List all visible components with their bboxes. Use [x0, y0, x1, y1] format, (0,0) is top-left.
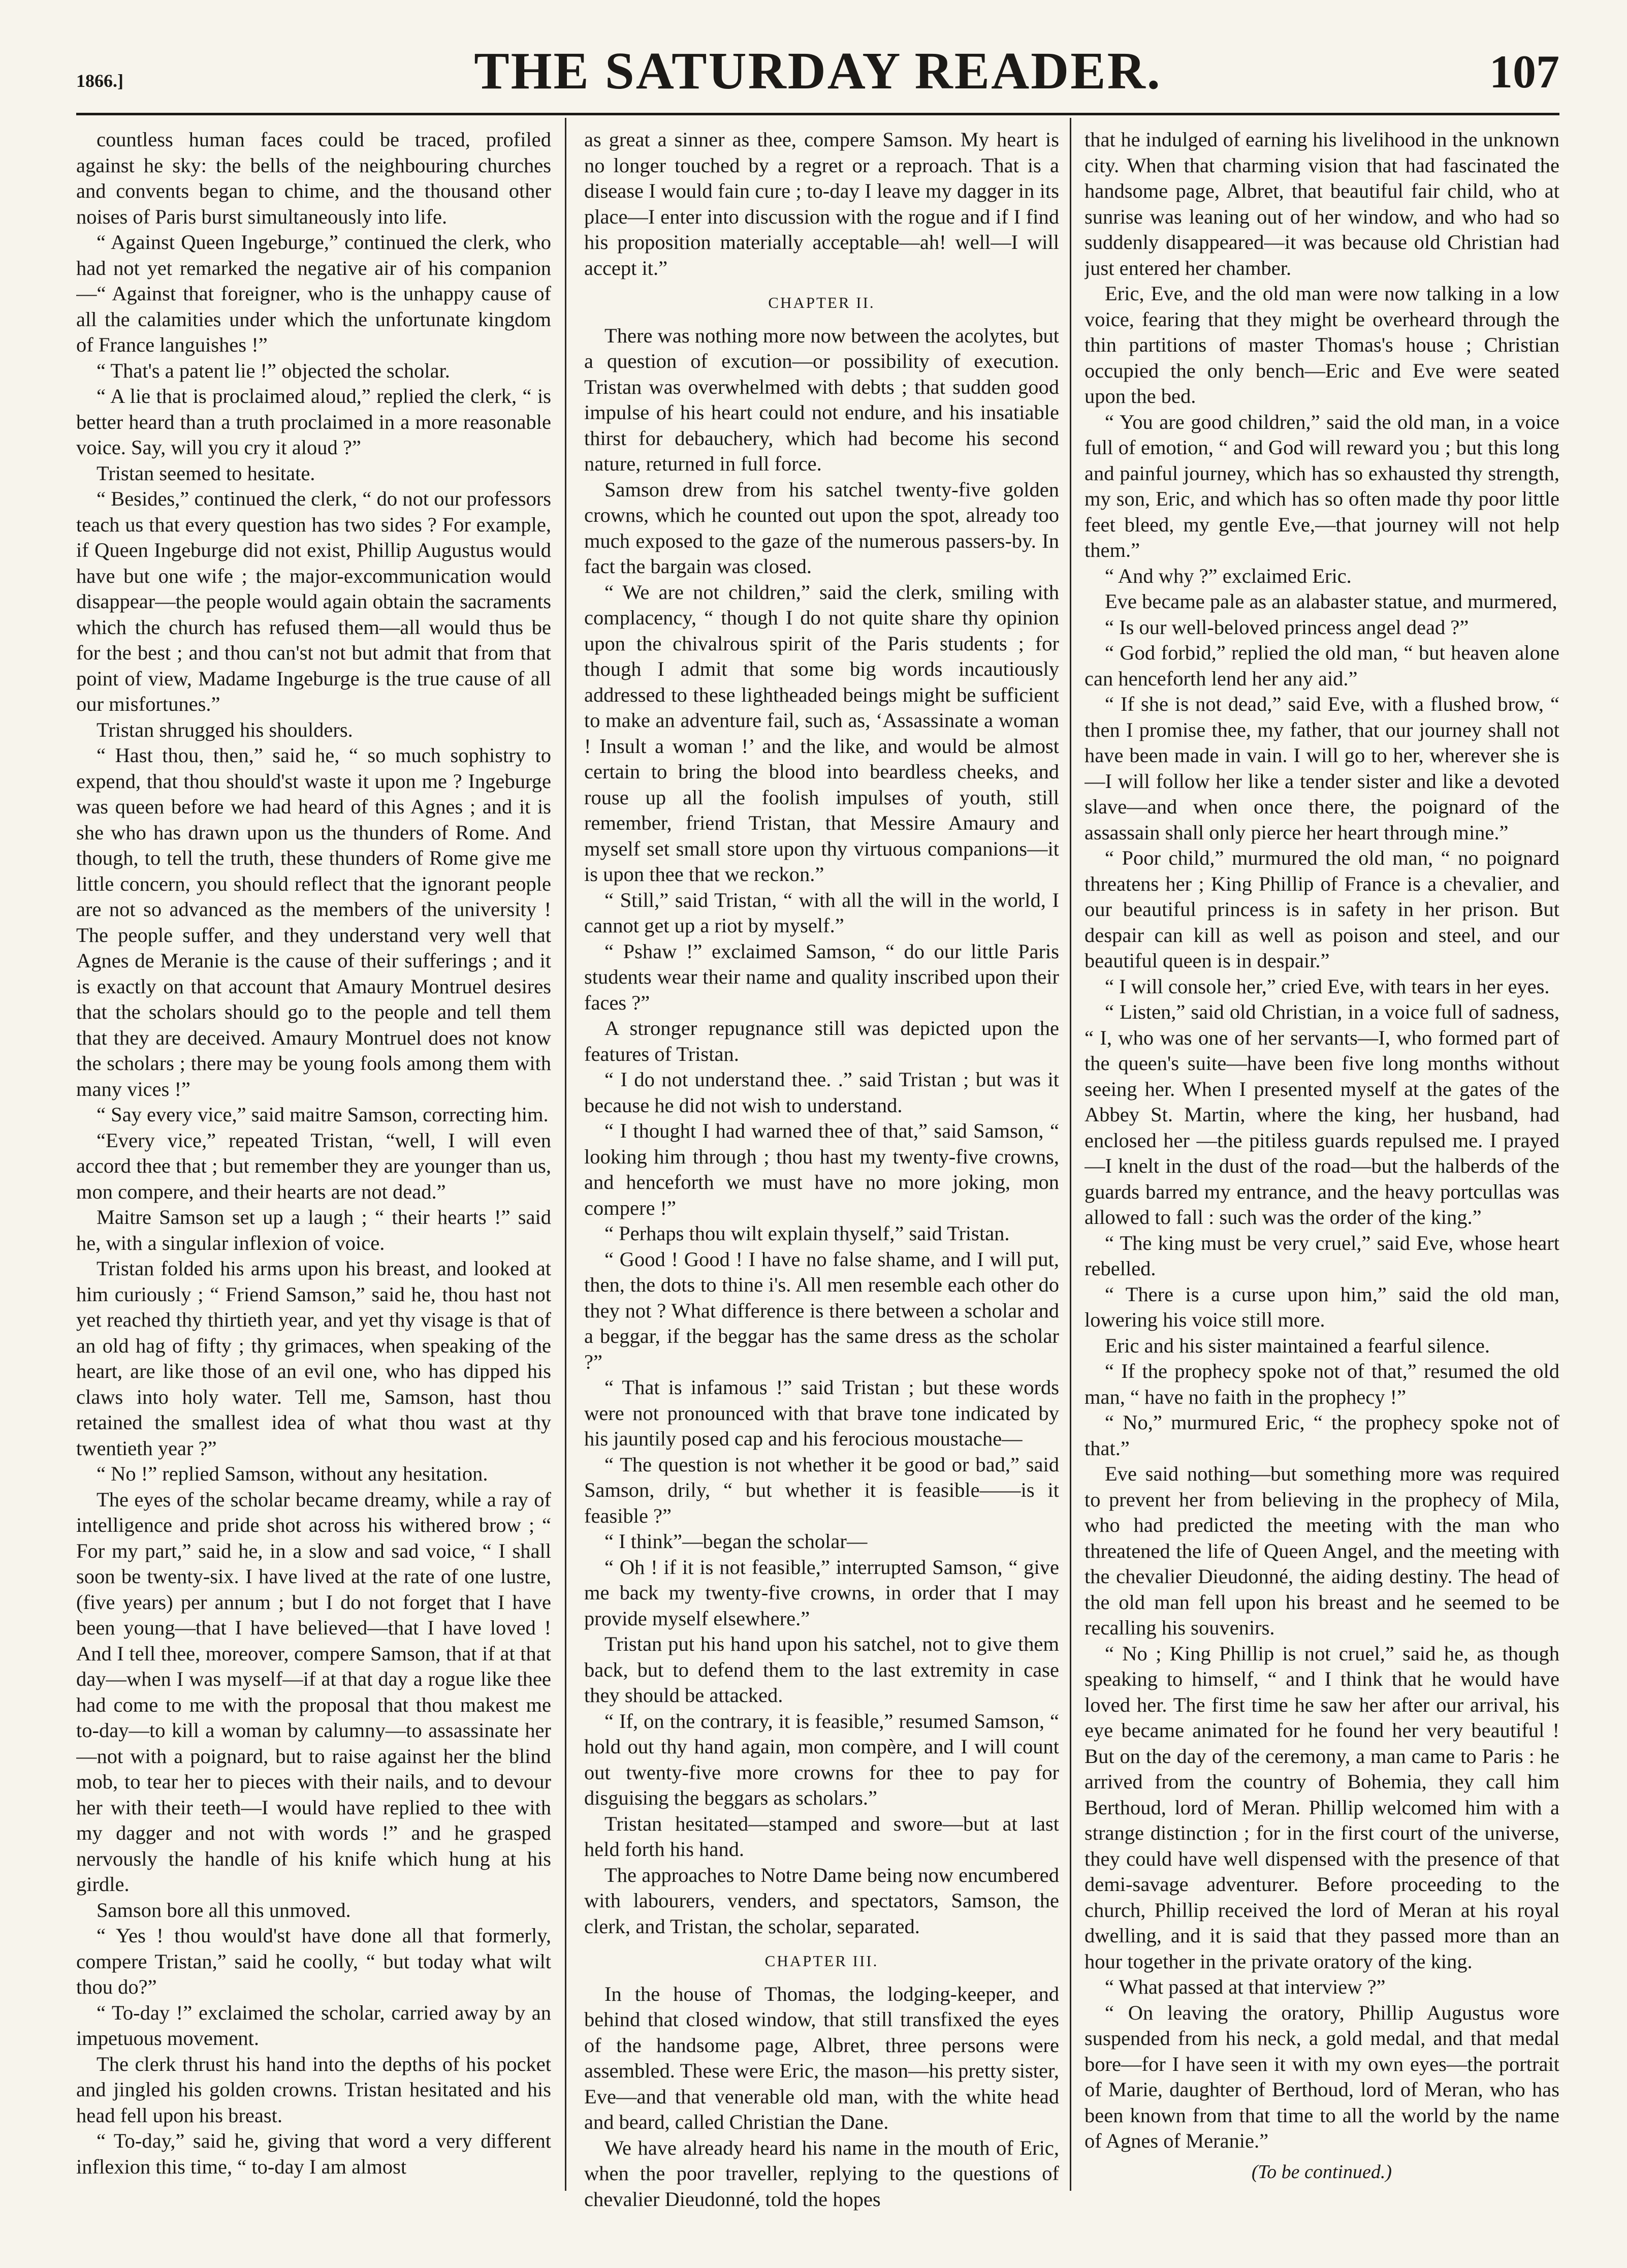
- paragraph: “ A lie that is proclaimed aloud,” replied the clerk, “ is better heard than a truth proclaimed in a more reasonable voice. Say, will you cry it aloud ?”: [76, 385, 551, 459]
- paragraph: “ Say every vice,” said maitre Samson, correcting him.: [97, 1103, 549, 1126]
- paragraph: “ The king must be very cruel,” said Eve, whose heart rebelled.: [1084, 1231, 1559, 1280]
- paragraph: “ No,” murmured Eric, “ the prophecy spoke not of that.”: [1084, 1411, 1559, 1460]
- paragraph: “ No ; King Phillip is not cruel,” said he, as though speaking to himself, “ and I think that he would have loved her. The first time he saw her after our arrival, his eye became animated for he found her very beautiful ! But on the day of the ceremony, a man came to Paris : he arrived from the country of Bohemia, they call him Berthoud, lord of Meran. Phillip welcomed him with a strange distinction ; for in the first court of the universe, they could have well dispensed with the presence of that demi-savage adventurer. Before proceeding to the church, Phillip received the lord of Meran at his royal dwelling, and it is said that they passed more than an hour together in the private oratory of the king.: [1084, 1642, 1559, 1973]
- paragraph: “ What passed at that interview ?”: [1105, 1975, 1386, 1998]
- header-rule: [76, 113, 1559, 115]
- paragraph: “ I think”—began the scholar—: [604, 1530, 868, 1553]
- paragraph: There was nothing more now between the acolytes, but a question of excution—or possibility of execution. Tristan was overwhelmed with debts ; that sudden good impulse of his heart could not endure, and his insatiable thirst for debauchery, which had become his second nature, returned in full force.: [584, 324, 1059, 475]
- paragraph: “ Hast thou, then,” said he, “ so much sophistry to expend, that thou should'st waste it upon me ? Ingeburge was queen before we had heard of this Agnes ; and it is she who has drawn upon us the thunders of Rome. And though, to tell the truth, these thunders of Rome give me little concern, you should reflect that the ignorant people are not so advanced as the members of the university ! The people suffer, and they understand very well that Agnes de Meranie is the cause of their sufferings ; and it is exactly on that account that Amaury Montruel desires that the scholars should go to the people and tell them that they are deceived. Amaury Montruel does not know the scholars ; there may be young fools among them with many vices !”: [76, 744, 551, 1100]
- paragraph: “ If the prophecy spoke not of that,” resumed the old man, “ have no faith in the prophecy !”: [1084, 1360, 1559, 1408]
- paragraph: “ I thought I had warned thee of that,” said Samson, “ looking him through ; thou hast my twenty-five crowns, and henceforth we must have no more joking, mon compere !”: [584, 1119, 1059, 1219]
- paragraph: “ Besides,” continued the clerk, “ do not our professors teach us that every question has two sides ? For example, if Queen Ingeburge did not exist, Phillip Augustus would have but one wife ; the major-excommunication would disappear—the people would again obtain the sacraments which the church has refused them—all would thus be for the best ; and thou can'st not but admit that from that point of view, Madame Ingeburge is the true cause of all our misfortunes.”: [76, 487, 551, 715]
- paragraph: Eric, Eve, and the old man were now talking in a low voice, fearing that they might be overheard through the thin partitions of master Thomas's house ; Christian occupied the only bench—Eric and Eve were seated upon the bed.: [1084, 282, 1559, 407]
- paragraph: “ To-day,” said he, giving that word a very different inflexion this time, “ to-day I am almost: [76, 2129, 551, 2178]
- paragraph: “ Still,” said Tristan, “ with all the will in the world, I cannot get up a riot by myself.”: [584, 888, 1059, 937]
- paragraph: “ God forbid,” replied the old man, “ but heaven alone can henceforth lend her any aid.”: [1084, 641, 1559, 690]
- masthead: [76, 36, 1559, 112]
- paragraph: In the house of Thomas, the lodging-keeper, and behind that closed window, that still transfixed the eyes of the handsome page, Albret, three persons were assembled. These were Eric, the mason—his pretty sister, Eve—and that venerable old man, with the white head and beard, called Christian the Dane.: [584, 1982, 1059, 2133]
- paragraph: “ Yes ! thou would'st have done all that formerly, compere Tristan,” said he coolly, “ but today what wilt thou do?”: [76, 1924, 551, 1998]
- paragraph: Tristan folded his arms upon his breast, and looked at him curiously ; “ Friend Samson,” said he, thou hast not yet reached thy thirtieth year, and yet thy visage is that of an old hag of fifty ; thy grimaces, when speaking of the heart, are like those of an evil one, who has dipped his claws into holy water. Tell me, Samson, hast thou retained the smallest idea of what thou wast at thy twentieth year ?”: [76, 1257, 551, 1460]
- column-1: [76, 127, 551, 2225]
- paragraph: We have already heard his name in the mouth of Eric, when the poor traveller, replying to the questions of chevalier Dieudonné, told the hopes: [584, 2136, 1059, 2211]
- paragraph: “ Good ! Good ! I have no false shame, and I will put, then, the dots to thine i's. All men resemble each other do they not ? What difference is there between a scholar and a beggar, if the beggar has the same dress as the scholar ?”: [584, 1247, 1059, 1373]
- column-2: [584, 127, 1059, 2225]
- paragraph: Maitre Samson set up a laugh ; “ their hearts !” said he, with a singular inflexion of voice.: [76, 1206, 551, 1254]
- paragraph: “ Perhaps thou wilt explain thyself,” said Tristan.: [604, 1222, 1010, 1245]
- paragraph: “ No !” replied Samson, without any hesitation.: [97, 1462, 488, 1485]
- issue-year: 1866.]: [76, 71, 123, 91]
- paragraph: Tristan seemed to hesitate.: [97, 461, 315, 485]
- chapter-heading: CHAPTER II.: [768, 294, 875, 311]
- paragraph: “ Against Queen Ingeburge,” continued the clerk, who had not yet remarked the negative air of his companion—“ Against that foreigner, who is the unhappy cause of all the calamities under which the unfortunate kingdom of France languishes !”: [76, 231, 551, 356]
- paragraph: Eve became pale as an alabaster statue, and murmered,: [1105, 590, 1557, 613]
- paragraph: “ If, on the contrary, it is feasible,” resumed Samson, “ hold out thy hand again, mon compère, and I will count out twenty-five more crowns for thee to pay for disguising the beggars as scholars.”: [584, 1709, 1059, 1809]
- publication-title: THE SATURDAY READER.: [474, 42, 1162, 100]
- paragraph: “ Pshaw !” exclaimed Samson, “ do our little Paris students wear their name and quality inscribed upon their faces ?”: [584, 939, 1059, 1014]
- paragraph: The approaches to Notre Dame being now encumbered with labourers, venders, and spectators, Samson, the clerk, and Tristan, the scholar, separated.: [584, 1863, 1059, 1938]
- paragraph: “ And why ?” exclaimed Eric.: [1105, 564, 1352, 587]
- paragraph: “ If she is not dead,” said Eve, with a flushed brow, “ then I promise thee, my father, that our journey shall not have been made in vain. I will go to her, wherever she is—I will follow her like a tender sister and like a devoted slave—and when once there, the poignard of the assassain shall only pierce her heart through mine.”: [1084, 692, 1559, 844]
- paragraph: “ I do not understand thee. .” said Tristan ; but was it because he did not wish to understand.: [584, 1068, 1059, 1117]
- paragraph: Tristan shrugged his shoulders.: [97, 718, 353, 741]
- paragraph: as great a sinner as thee, compere Samson. My heart is no longer touched by a regret or a reproach. That is a disease I would fain cure ; to-day I leave my dagger in its place—I enter into discussion with the rogue and if I find his proposition materially acceptable—ah! well—I will accept it.”: [584, 128, 1059, 279]
- paragraph: “ On leaving the oratory, Phillip Augustus wore suspended from his neck, a gold medal, and that medal bore—for I have seen it with my own eyes—the portrait of Marie, daughter of Berthoud, lord of Meran, who has been known from that time to all the world by the name of Agnes of Meranie.”: [1084, 2001, 1559, 2152]
- paragraph: that he indulged of earning his livelihood in the unknown city. When that charming vision that had fascinated the handsome page, Albret, that beautiful fair child, who at sunrise was leaning out of her window, and who had so suddenly disappeared—it was because old Christian had just entered her chamber.: [1084, 128, 1559, 279]
- paragraph: “ I will console her,” cried Eve, with tears in her eyes.: [1105, 974, 1550, 998]
- paragraph: “ That is infamous !” said Tristan ; but these words were not pronounced with that brave tone indicated by his jauntily posed cap and his ferocious moustache—: [584, 1376, 1059, 1450]
- column-divider: [565, 118, 566, 2191]
- paragraph: “ The question is not whether it be good or bad,” said Samson, drily, “ but whether it is feasible——is it feasible ?”: [584, 1453, 1059, 1527]
- paragraph: “ There is a curse upon him,” said the old man, lowering his voice still more.: [1084, 1282, 1559, 1331]
- paragraph: “ We are not children,” said the clerk, smiling with complacency, “ though I do not quite share thy opinion upon the chivalrous spirit of the Paris students ; for though I admit that some big words incautiously addressed to these lightheaded beings might be sufficient to make an adventure fail, such as, ‘Assassinate a woman ! Insult a woman !’ and the like, and would be almost certain to bring the blood into beardless cheeks, and rouse up all the foolish impulses of youth, still remember, friend Tristan, that Messire Amaury and myself set small store upon thy virtuous companions—it is upon thee that we reckon.”: [584, 580, 1059, 886]
- paragraph: Tristan put his hand upon his satchel, not to give them back, but to defend them to the last extremity in case they should be attacked.: [584, 1632, 1059, 1707]
- chapter-heading: CHAPTER III.: [764, 1952, 879, 1970]
- paragraph: “ Poor child,” murmured the old man, “ no poignard threatens her ; King Phillip of France is a chevalier, and our beautiful princess is in safety in her prison. But despair can kill as well as poison and steel, and our beautiful queen is in despair.”: [1084, 846, 1559, 972]
- paragraph: Samson drew from his satchel twenty-five golden crowns, which he counted out upon the spot, already too much exposed to the gaze of the numerous passers-by. In fact the bargain was closed.: [584, 478, 1059, 578]
- paragraph: “ Listen,” said old Christian, in a voice full of sadness, “ I, who was one of her servants—I, who formed part of the queen's suite—have been five long months without seeing her. When I presented myself at the gates of the Abbey St. Martin, where the king, her husband, had enclosed her —the pitiless guards repulsed me. I prayed—I knelt in the dust of the road—but the halberds of the guards barred my entrance, and the heavy portcullas was allowed to fall : such was the order of the king.”: [1084, 1000, 1559, 1228]
- paragraph: “ Oh ! if it is not feasible,” interrupted Samson, “ give me back my twenty-five crowns, in order that I may provide myself elsewhere.”: [584, 1555, 1059, 1630]
- paragraph: A stronger repugnance still was depicted upon the features of Tristan.: [584, 1017, 1059, 1065]
- paragraph: “Every vice,” repeated Tristan, “well, I will even accord thee that ; but remember they are younger than us, mon compere, and their hearts are not dead.”: [76, 1128, 551, 1203]
- paragraph: “ To-day !” exclaimed the scholar, carried away by an impetuous movement.: [76, 2001, 551, 2050]
- paragraph: Eric and his sister maintained a fearful silence.: [1105, 1334, 1490, 1357]
- to-be-continued: (To be continued.): [1251, 2161, 1392, 2183]
- paragraph: countless human faces could be traced, profiled against he sky: the bells of the neighbouring churches and convents began to chime, and the thousand other noises of Paris burst simultaneously into life.: [76, 128, 551, 228]
- paragraph: Eve said nothing—but something more was required to prevent her from believing in the prophecy of Mila, who had predicted the meeting with the man who threatened the life of Queen Angel, and the meeting with the chevalier Dieudonné, the aiding destiny. The head of the old man fell upon his breast and he seemed to be recalling his souvenirs.: [1084, 1462, 1559, 1639]
- paragraph: Tristan hesitated—stamped and swore—but at last held forth his hand.: [584, 1812, 1059, 1861]
- page-number: 107: [1489, 46, 1559, 98]
- column-3: [1084, 127, 1559, 2225]
- column-divider: [1070, 118, 1071, 2191]
- paragraph: The eyes of the scholar became dreamy, while a ray of intelligence and pride shot across his withered brow ; “ For my part,” said he, in a slow and sad voice, “ I shall soon be twenty-six. I have lived at the rate of one lustre, (five years) per annum ; but I do not forget that I have been young—that I have believed—that I have loved ! And I tell thee, moreover, compere Samson, that if at that day—when I was myself—if at that day a rogue like thee had come to me with the proposal that thou makest me to-day—to kill a woman by calumny—to assassinate her—not with a poignard, but to raise against her the blind mob, to tear her to pieces with their nails, and to devour her with their teeth—I would have replied to thee with my dagger and not with words !” and he grasped nervously the handle of his knife which hung at his girdle.: [76, 1488, 551, 1896]
- paragraph: Samson bore all this unmoved.: [97, 1898, 351, 1922]
- paragraph: “ You are good children,” said the old man, in a voice full of emotion, “ and God will reward you ; but this long and painful journey, which has so exhausted thy strength, my son, Eric, and which has so often made thy poor little feet bleed, my gentle Eve,—that journey will not help them.”: [1084, 410, 1559, 561]
- paragraph: The clerk thrust his hand into the depths of his pocket and jingled his golden crowns. Tristan hesitated and his head fell upon his breast.: [76, 2052, 551, 2127]
- paragraph: “ Is our well-beloved princess angel dead ?”: [1105, 615, 1469, 639]
- paragraph: “ That's a patent lie !” objected the scholar.: [97, 359, 450, 382]
